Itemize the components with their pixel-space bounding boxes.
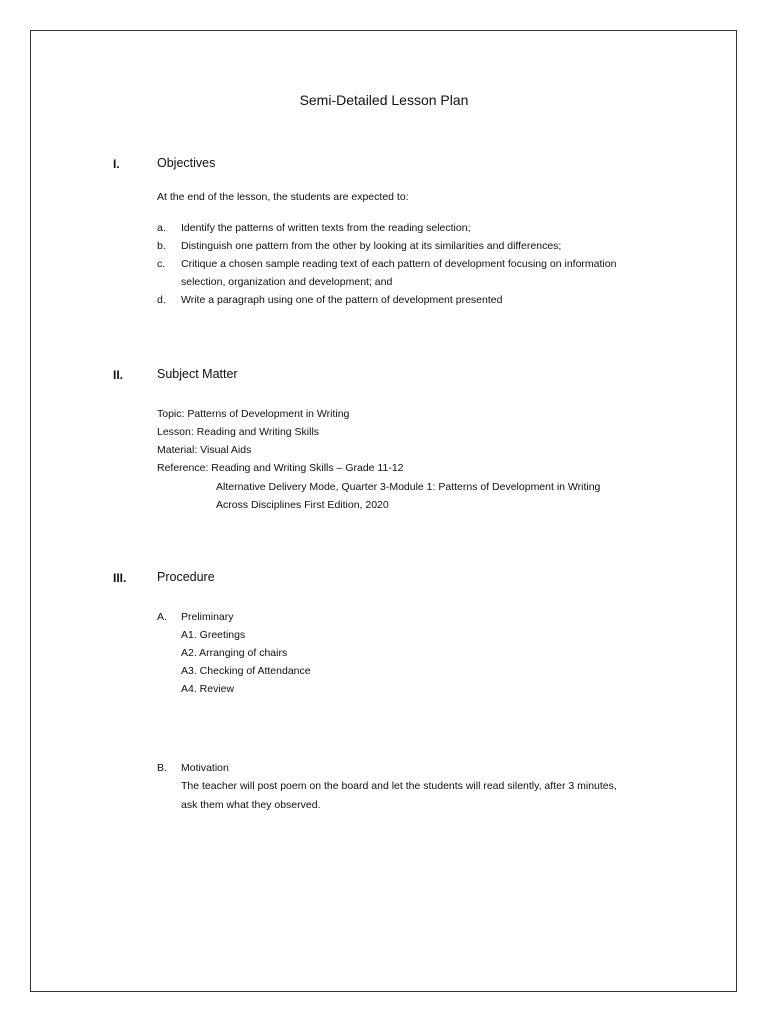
subsection-label-b: B. bbox=[157, 762, 167, 774]
objectives-list bbox=[157, 219, 616, 309]
subsection-label-a: A. bbox=[157, 611, 167, 623]
preliminary-item: A3. Checking of Attendance bbox=[181, 665, 311, 677]
item-label: b. bbox=[157, 240, 166, 252]
item-text: Distinguish one pattern from the other by looking at its similarities and differences; bbox=[181, 240, 562, 252]
preliminary-item: A2. Arranging of chairs bbox=[181, 647, 288, 659]
section-number-subject-matter: II. bbox=[113, 368, 124, 382]
list-item bbox=[157, 255, 616, 291]
reference-continuation: Across Disciplines First Edition, 2020 bbox=[216, 499, 389, 511]
reference-continuation: Alternative Delivery Mode, Quarter 3-Module 1: Patterns of Development in Writing bbox=[216, 481, 601, 493]
subsection-title-motivation: Motivation bbox=[181, 762, 229, 774]
section-title-objectives: Objectives bbox=[157, 156, 216, 170]
item-text: Critique a chosen sample reading text of each pattern of development focusing on information bbox=[181, 258, 617, 270]
item-label: c. bbox=[157, 258, 166, 270]
section-number-procedure: III. bbox=[113, 571, 127, 585]
lesson-line: Lesson: Reading and Writing Skills bbox=[157, 426, 320, 438]
document-title: Semi-Detailed Lesson Plan bbox=[299, 92, 469, 108]
section-title-procedure: Procedure bbox=[157, 570, 215, 584]
item-label: d. bbox=[157, 294, 166, 306]
motivation-text: The teacher will post poem on the board and let the students will read silently, after 3 minutes, bbox=[181, 780, 617, 792]
item-label: a. bbox=[157, 222, 166, 234]
objectives-intro: At the end of the lesson, the students are expected to: bbox=[157, 191, 409, 203]
item-text: Identify the patterns of written texts from the reading selection; bbox=[181, 222, 471, 234]
preliminary-item: A1. Greetings bbox=[181, 629, 246, 641]
subsection-title-preliminary: Preliminary bbox=[181, 611, 234, 623]
item-text: Write a paragraph using one of the pattern of development presented bbox=[181, 294, 503, 306]
motivation-text-continued: ask them what they observed. bbox=[181, 799, 321, 811]
material-line: Material: Visual Aids bbox=[157, 444, 252, 456]
section-number-objectives: I. bbox=[113, 157, 120, 171]
list-item bbox=[157, 291, 616, 309]
preliminary-item: A4. Review bbox=[181, 683, 235, 695]
list-item bbox=[157, 237, 616, 255]
section-title-subject-matter: Subject Matter bbox=[157, 367, 238, 381]
list-item bbox=[157, 219, 616, 237]
topic-line: Topic: Patterns of Development in Writing bbox=[157, 408, 350, 420]
reference-line: Reference: Reading and Writing Skills – Grade 11-12 bbox=[157, 462, 404, 474]
item-text-continued: selection, organization and development; and bbox=[181, 276, 393, 288]
